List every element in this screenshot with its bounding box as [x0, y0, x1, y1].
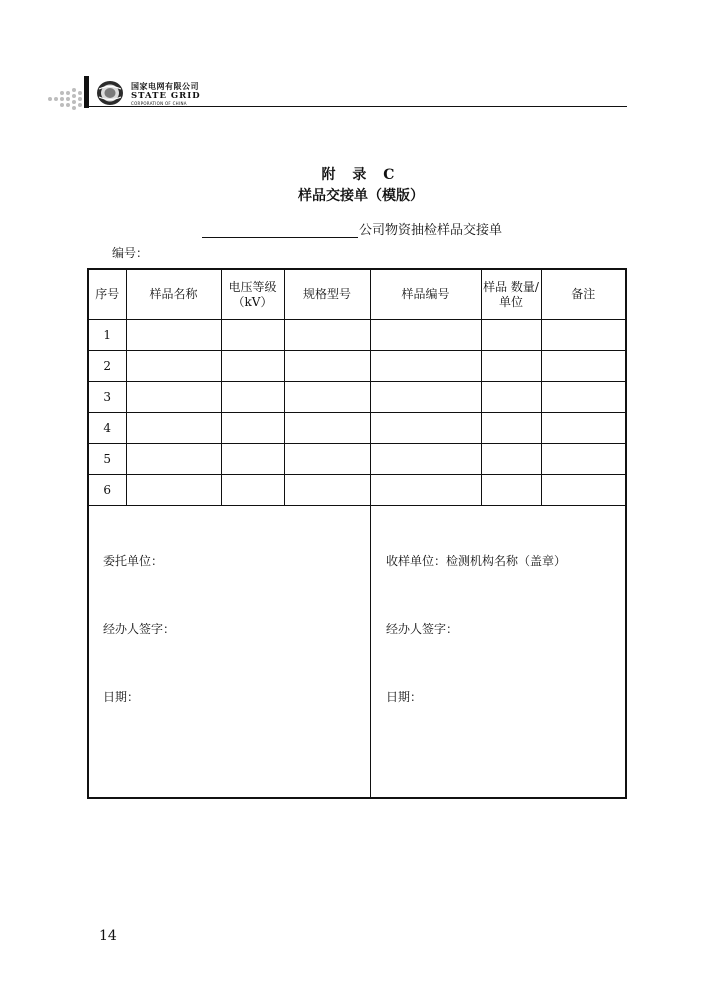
state-grid-emblem-icon: [96, 80, 126, 106]
entrust-unit-label: 委托单位：: [103, 554, 164, 568]
cell-model[interactable]: [284, 444, 370, 475]
signature-section: [89, 501, 625, 797]
signature-divider: [370, 501, 371, 797]
cell-model[interactable]: [284, 413, 370, 444]
page-header: [0, 0, 722, 115]
cell-voltage[interactable]: [221, 320, 284, 351]
cell-sample-name[interactable]: [126, 351, 221, 382]
cell-sample-name[interactable]: [126, 444, 221, 475]
sample-handover-form: [87, 268, 627, 799]
row-index: 2: [89, 351, 126, 382]
table-row: [89, 444, 625, 475]
row-index: 1: [89, 320, 126, 351]
cell-voltage[interactable]: [221, 382, 284, 413]
receiving-unit-label: 收样单位：检测机构名称（盖章）: [386, 554, 567, 568]
col-header-remarks: 备注: [541, 270, 625, 320]
col-header-sample-number: 样品编号: [370, 270, 481, 320]
cell-model[interactable]: [284, 351, 370, 382]
appendix-subtitle: 样品交接单（模版）: [298, 188, 424, 204]
cell-model[interactable]: [284, 320, 370, 351]
logo-subtitle-text: CORPORATION OF CHINA: [131, 101, 187, 106]
cell-remarks[interactable]: [541, 382, 625, 413]
decorative-dots: [48, 88, 84, 110]
row-index: 6: [89, 475, 126, 506]
table-row: [89, 413, 625, 444]
cell-sample-name[interactable]: [126, 413, 221, 444]
cell-voltage[interactable]: [221, 413, 284, 444]
cell-quantity[interactable]: [481, 413, 541, 444]
cell-quantity[interactable]: [481, 320, 541, 351]
cell-voltage[interactable]: [221, 444, 284, 475]
table-header-row: [89, 270, 625, 320]
col-header-index: 序号: [89, 270, 126, 320]
cell-quantity[interactable]: [481, 382, 541, 413]
company-name-blank: [202, 222, 358, 238]
table-row: [89, 320, 625, 351]
cell-remarks[interactable]: [541, 444, 625, 475]
col-header-model: 规格型号: [284, 270, 370, 320]
logo-english-text: STATE GRID: [131, 91, 201, 101]
row-index: 3: [89, 382, 126, 413]
cell-remarks[interactable]: [541, 320, 625, 351]
cell-sample-name[interactable]: [126, 320, 221, 351]
cell-sample-number[interactable]: [370, 413, 481, 444]
cell-sample-number[interactable]: [370, 320, 481, 351]
logo-chinese-text: 国家电网有限公司: [131, 82, 199, 91]
col-header-sample-name: 样品名称: [126, 270, 221, 320]
cell-remarks[interactable]: [541, 351, 625, 382]
row-index: 4: [89, 413, 126, 444]
sample-table: [89, 270, 625, 506]
page-number: 14: [99, 928, 117, 944]
left-date-label: 日期：: [103, 690, 140, 704]
table-row: [89, 382, 625, 413]
appendix-heading: 附 录 C: [321, 167, 401, 183]
number-label: 编号：: [112, 246, 149, 260]
cell-quantity[interactable]: [481, 444, 541, 475]
cell-voltage[interactable]: [221, 351, 284, 382]
right-handler-signature-label: 经办人签字：: [386, 622, 459, 636]
cell-remarks[interactable]: [541, 413, 625, 444]
cell-sample-number[interactable]: [370, 382, 481, 413]
cell-model[interactable]: [284, 382, 370, 413]
col-header-quantity-unit: 样品 数量/ 单位: [481, 270, 541, 320]
header-rule: [88, 106, 627, 107]
row-index: 5: [89, 444, 126, 475]
cell-sample-number[interactable]: [370, 444, 481, 475]
header-bar: [84, 76, 89, 108]
col-header-voltage: 电压等级 （kV）: [221, 270, 284, 320]
cell-sample-number[interactable]: [370, 351, 481, 382]
form-title-text: 公司物资抽检样品交接单: [359, 223, 503, 238]
cell-sample-name[interactable]: [126, 382, 221, 413]
cell-quantity[interactable]: [481, 351, 541, 382]
table-row: [89, 351, 625, 382]
form-title: [202, 219, 502, 238]
right-date-label: 日期：: [386, 690, 423, 704]
left-handler-signature-label: 经办人签字：: [103, 622, 176, 636]
